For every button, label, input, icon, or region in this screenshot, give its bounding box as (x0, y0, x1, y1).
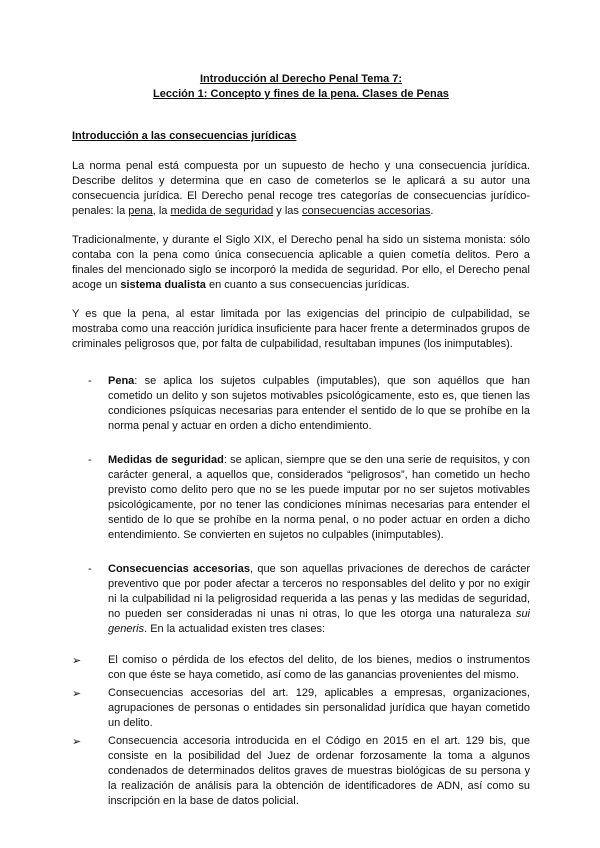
term-consecuencias-accesorias: consecuencias accesorias (301, 205, 431, 217)
term-sistema-dualista: sistema dualista (120, 279, 206, 291)
paragraph-1-text: La norma penal está compuesta por un supuesto de hecho y una consecuencia jurídica. Describe delitos y determina que en caso de cometerlos se le aplicará a su autor una consecuencia jurídica. El Derecho penal recoge tres categorías de consecuencias jurídico-penales: la (72, 160, 530, 217)
term-pena: pena (128, 205, 153, 217)
list-item-end: . En la actualidad existen tres clases: (144, 623, 326, 635)
document-title-line-2: Lección 1: Concepto y fines de la pena. Clases de Penas (153, 88, 449, 100)
document-page (72, 72, 530, 809)
list-item-pena (72, 374, 530, 434)
arrow-bullet-icon: ➢ (72, 687, 82, 700)
paragraph-1 (72, 159, 530, 219)
paragraph-2 (72, 233, 530, 293)
term-sui-generis: sui generis (108, 608, 530, 635)
arrow-bullet-icon: ➢ (72, 654, 82, 667)
term-medida-de-seguridad: medida de seguridad (170, 205, 274, 217)
dash-bullet: - (88, 375, 92, 387)
list-item-term: Consecuencias accesorias (108, 563, 250, 575)
paragraph-1-sep-2: y las (273, 205, 302, 217)
section-heading: Introducción a las consecuencias jurídicas (72, 130, 297, 142)
list-item-text: : se aplican, siempre que se den una serie de requisitos, y con carácter general, a aquellos que, considerados “peligrosos”, han cometido un hecho previsto como delito pero que no se les puede imputar por no ser sujetos motivables psicológicamente, por no tener las condiciones mínimas necesarias para entender el sentido de lo que se prohíbe en la norma penal, o no poder actuar en orden a dicho entendimiento. Se convierten en sujetos no culpables (inimputables). (108, 454, 530, 541)
arrow-item-comiso (72, 653, 530, 683)
consequences-list (72, 374, 530, 637)
paragraph-3: Y es que la pena, al estar limitada por las exigencias del principio de culpabilidad, se mostraba como una reacción jurídica insuficiente para hacer frente a determinados grupos de criminales peligrosos que, por falta de culpabilidad, resultaban impunes (los inimputables). (72, 308, 530, 350)
dash-bullet: - (88, 454, 92, 466)
paragraph-2-end: en cuanto a sus consecuencias jurídicas. (205, 279, 410, 291)
list-item-term: Medidas de seguridad (108, 454, 224, 466)
document-title-line-1: Introducción al Derecho Penal Tema 7: (199, 73, 403, 85)
list-item-text: : se aplica los sujetos culpables (imputables), que son aquéllos que han cometido un delito y son sujetos motivables psicológicamente, esto es, que tienen las condiciones psíquicas necesarias para entender el sentido de lo que se prohíbe en la norma penal y actuar en orden a dicho entendimiento. (108, 375, 530, 432)
list-item-consecuencias-accesorias (72, 562, 530, 637)
paragraph-1-sep-1: , la (152, 205, 171, 217)
dash-bullet: - (88, 563, 92, 575)
arrow-item-text: El comiso o pérdida de los efectos del delito, de los bienes, medios o instrumentos con que éste se haya cometido, así como de las ganancias provenientes del mismo. (108, 654, 530, 681)
arrow-item-art-129 (72, 686, 530, 731)
paragraph-1-end: . (430, 205, 434, 217)
list-item-term: Pena (108, 375, 135, 387)
arrow-item-text: Consecuencias accesorias del art. 129, aplicables a empresas, organizaciones, agrupaciones de personas o entidades sin personalidad jurídica que hayan cometido un delito. (108, 687, 530, 729)
accessory-consequences-list (72, 653, 530, 809)
arrow-item-text: Consecuencia accesoria introducida en el Código en 2015 en el art. 129 bis, que consiste en la posibilidad del Juez de ordenar forzosamente la toma a algunos condenados de determinados delitos graves de muestras biológicas de su persona y la realización de análisis para la obtención de identificadores de ADN, así como su inscripción en la base de datos policial. (108, 735, 530, 807)
paragraph-2-text: Tradicionalmente, y durante el Siglo XIX, el Derecho penal ha sido un sistema monista: sólo contaba con la pena como única consecuencia aplicable a quien cometía delitos. Pero a finales del mencionado siglo se incorporó la medida de seguridad. Por ello, el Derecho penal acoge un (72, 234, 530, 291)
arrow-item-art-129-bis (72, 734, 530, 809)
arrow-bullet-icon: ➢ (72, 735, 82, 748)
list-item-medidas-de-seguridad (72, 453, 530, 543)
list-item-text: , que son aquellas privaciones de derechos de carácter preventivo que por poder afectar a terceros no responsables del delito y por no exigir ni la culpabilidad ni la peligrosidad requerida a las penas y las medidas de seguridad, no pueden ser consideradas ni unas ni otras, lo que les otorga una naturaleza (108, 563, 530, 620)
